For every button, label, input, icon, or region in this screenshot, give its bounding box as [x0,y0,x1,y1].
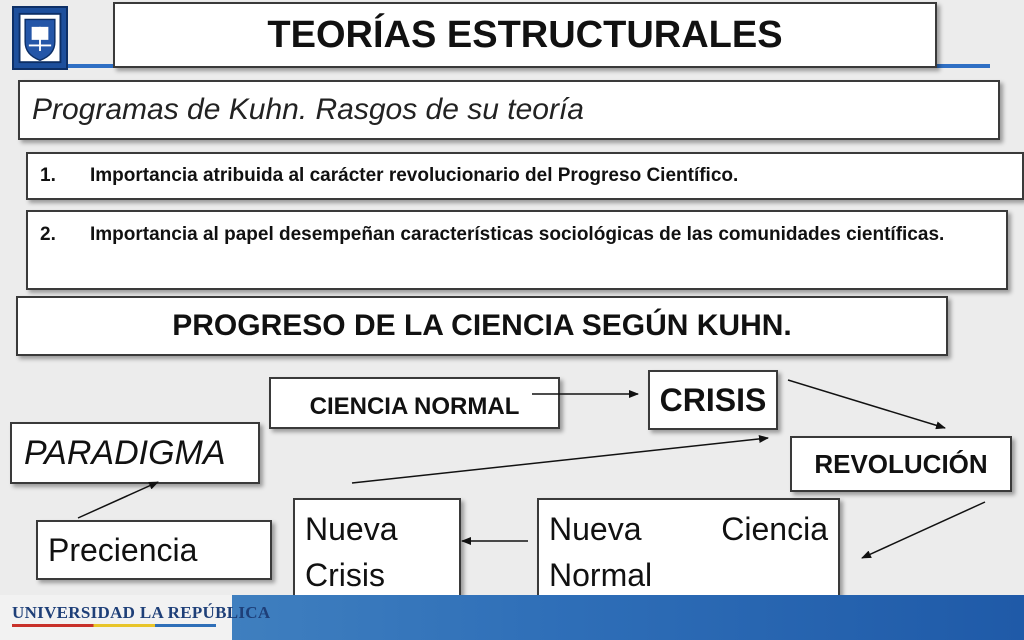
footer-color-stripe [12,624,216,627]
arrow-revolucion-to-nueva-ciencia-normal [862,502,985,558]
node-nueva-ciencia-normal-line1 [549,506,828,552]
node-paradigma: PARADIGMA [10,422,260,484]
node-nueva-ciencia-normal-line2: Normal [549,557,653,594]
header-rule-right [937,64,990,68]
node-nueva-crisis [293,498,461,606]
list-item [26,210,1008,290]
node-nueva-ciencia-normal [537,498,840,606]
footer-blue-band [232,595,1024,640]
slide-subtitle: Programas de Kuhn. Rasgos de su teoría [18,80,1000,140]
node-nueva-ciencia-normal-word2: Ciencia [721,511,828,547]
university-name: UNIVERSIDAD LA REPÚBLICA [12,603,271,622]
node-ciencia-normal: CIENCIA NORMAL [269,377,560,429]
arrow-crisis-to-revolucion [788,380,945,428]
diagram-heading: PROGRESO DE LA CIENCIA SEGÚN KUHN. [16,296,948,356]
arrow-preciencia-to-paradigma [78,482,158,518]
header-rule-left [68,64,113,68]
slide-title: TEORÍAS ESTRUCTURALES [113,2,937,68]
list-item-text: Importancia atribuida al carácter revolucionario del Progreso Científico. [90,164,739,186]
list-item-number: 2. [40,224,56,245]
node-nueva-crisis-line1: Nueva [305,511,398,547]
node-revolucion: REVOLUCIÓN [790,436,1012,492]
node-crisis: CRISIS [648,370,778,430]
arrow-nueva-crisis-to-crisis [352,438,768,483]
list-item [26,152,1024,200]
node-nueva-crisis-line2: Crisis [305,557,385,594]
list-item-number: 1. [40,164,56,186]
university-crest-icon [12,6,68,70]
node-preciencia: Preciencia [36,520,272,580]
list-item-text: Importancia al papel desempeñan características sociológicas de las comunidades científicas. [90,224,945,245]
node-nueva-ciencia-normal-word1: Nueva [549,511,642,547]
